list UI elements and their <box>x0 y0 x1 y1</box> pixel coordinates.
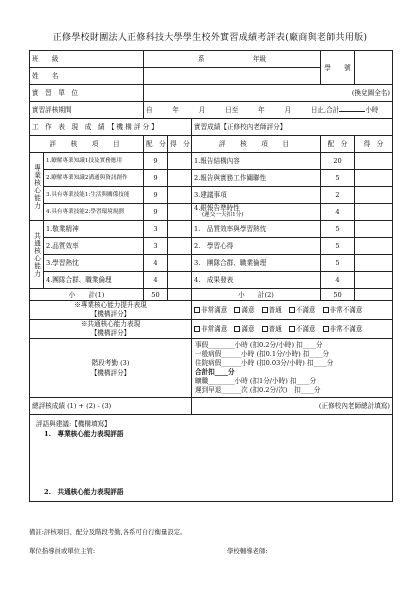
form-title: 正修學校財團法人正修科技大學學生校外實習成績考評表(廠商與老師共用版) <box>52 33 368 43</box>
period-unit: 小時 <box>365 106 379 114</box>
class-row <box>30 51 393 68</box>
col-header-alloc-right: 配 分 <box>321 136 355 153</box>
teacher-item-alloc: 20 <box>321 153 355 170</box>
professional-item-alloc: 9 <box>144 204 168 221</box>
score-row <box>30 204 393 221</box>
satisfaction-option[interactable] <box>323 306 363 314</box>
section-header-row <box>30 119 393 136</box>
subtotal-right-value: 50 <box>321 289 355 301</box>
col-header-score-left: 得 分 <box>168 136 192 153</box>
professional-category-label: 專業核心能力 <box>30 153 44 221</box>
option-label: 非常滿意 <box>201 306 228 314</box>
general-item-alloc: 4 <box>144 255 168 272</box>
subtotal-left-value: 50 <box>144 289 168 301</box>
score-field[interactable] <box>355 255 393 272</box>
col-header-item-right: 評 核 項 目 <box>192 136 321 153</box>
satisfaction-option[interactable] <box>194 325 227 333</box>
subtotal-row <box>30 289 393 301</box>
internship-unit-label: 實 習 單 位 <box>30 85 144 102</box>
professional-item-text: 3.具有專業技能1:生活與關係技能 <box>44 187 144 204</box>
subtotal-left-score[interactable] <box>168 289 192 301</box>
general-satisfaction-row <box>30 320 393 339</box>
dept-year-cell[interactable] <box>144 51 321 68</box>
score-row <box>30 255 393 272</box>
option-label: 滿意 <box>241 306 255 314</box>
subtotal-right-label: 小 計(2) <box>192 289 321 301</box>
attendance-line: 住院病假______小時 (扣0.03分/小時) 扣____分 <box>195 359 334 367</box>
professional-satisfaction-label-cell <box>30 301 192 320</box>
attendance-line: 合計扣____分 <box>195 368 235 376</box>
option-label: 不滿意 <box>295 325 316 333</box>
col-header-item-left: 評 核 項 目 <box>30 136 144 153</box>
option-label: 不滿意 <box>295 306 316 314</box>
student-id-label: 學 號 <box>321 51 355 85</box>
general-item-text: 4.團隊合群、職業倫理 <box>44 272 144 289</box>
checkbox-icon[interactable] <box>194 326 200 332</box>
attendance-label-cell <box>30 339 192 398</box>
general-item-text: 1.敬業精神 <box>44 221 144 238</box>
general-item-text: 2.品質效率 <box>44 238 144 255</box>
checkbox-icon[interactable] <box>194 307 200 313</box>
satisfaction-option[interactable] <box>194 306 227 314</box>
teacher-item-alloc: 4 <box>321 204 355 221</box>
general-item-alloc: 3 <box>144 221 168 238</box>
year-label: 年級 <box>252 55 266 63</box>
attendance-line: 遲到早退______次 (扣0.2分/次) 扣____分 <box>195 386 321 394</box>
score-field[interactable] <box>168 272 192 289</box>
attendance-row <box>30 339 393 398</box>
teacher-item-alloc: 5 <box>321 170 355 187</box>
col-header-alloc-left: 配 分 <box>144 136 168 153</box>
teacher-item-text: 4. 成果發表 <box>192 272 321 289</box>
general-satisfaction-label-cell <box>30 320 192 339</box>
option-label: 非常滿意 <box>201 325 228 333</box>
period-row <box>30 102 393 119</box>
evaluation-form-table <box>29 50 393 502</box>
attendance-line: 曠職________小時 (扣1分/小時) 扣____分 <box>195 377 317 385</box>
professional-item-text: 4.具有專業技能2:學習環境規劃 <box>44 204 144 221</box>
option-label: 普通 <box>268 306 282 314</box>
attendance-sub: 【機構評分】 <box>90 369 131 377</box>
subtotal-right-score[interactable] <box>355 289 393 301</box>
checkbox-icon[interactable] <box>289 326 295 332</box>
teacher-item-text: 1. 品質效率與學習熱忱 <box>192 221 321 238</box>
section-header-employer: 工 作 表 現 成 績 【 機 構 評 分 】 <box>30 119 192 136</box>
comments-row <box>30 415 393 502</box>
teacher-item-text: 3. 團隊合群、職業倫理 <box>192 255 321 272</box>
satisfaction-option[interactable] <box>289 325 316 333</box>
professional-item-text: 2.瞭解專業知識2溝通與資訊創作 <box>44 170 144 187</box>
column-header-row <box>30 136 393 153</box>
teacher-item-text: 1.報告結構內容 <box>192 153 321 170</box>
professional-satisfaction-sub: 【機構評分】 <box>90 310 131 318</box>
dept-label: 系 <box>198 55 205 63</box>
student-id-field[interactable] <box>355 51 393 85</box>
attendance-line: 事假________小時 (扣0.2分/小時) 扣____分 <box>195 341 323 349</box>
score-row <box>30 187 393 204</box>
professional-item-alloc: 9 <box>144 170 168 187</box>
score-field[interactable] <box>355 204 393 221</box>
teacher-item-alloc: 5 <box>321 255 355 272</box>
score-row <box>30 221 393 238</box>
teacher-item-text: 4.銀報告準時性 <box>194 204 240 212</box>
internship-unit-note: (換兌圖全名) <box>351 89 391 97</box>
satisfaction-option[interactable] <box>262 325 282 333</box>
general-category-label: 共通核心能力 <box>30 221 44 289</box>
total-note: (正修校內老師總計填寫) <box>318 402 391 410</box>
comments-label: 評語與建議:【機構填寫】 <box>36 420 111 428</box>
checkbox-icon[interactable] <box>234 307 240 313</box>
score-field[interactable] <box>168 170 192 187</box>
satisfaction-option[interactable] <box>234 325 254 333</box>
satisfaction-option[interactable] <box>234 306 254 314</box>
checkbox-icon[interactable] <box>262 307 268 313</box>
professional-satisfaction-row <box>30 301 393 320</box>
score-field[interactable] <box>168 221 192 238</box>
teacher-item-text: 3.建議事項 <box>192 187 321 204</box>
signer-right-label: 學校輔導老師: <box>227 547 268 555</box>
attendance-line: 一般病假______小時 (扣0.1分/小時) 扣____分 <box>195 350 330 358</box>
general-satisfaction-options <box>192 320 393 339</box>
attendance-lines[interactable] <box>192 339 393 398</box>
teacher-item-alloc: 2 <box>321 187 355 204</box>
period-text: 自 年 月 日至 年 月 日止,合計 <box>146 106 340 114</box>
signer-left-label: 單位指導員或單位主管: <box>29 547 96 555</box>
name-label: 姓 名 <box>30 68 144 85</box>
score-field[interactable] <box>355 272 393 289</box>
general-item-text: 3.學習熱忱 <box>44 255 144 272</box>
total-field[interactable] <box>192 398 393 415</box>
period-label: 實習評核期間 <box>30 102 144 119</box>
total-row <box>30 398 393 415</box>
total-label: 總評核成績 (1) + (2) - (3) <box>30 398 192 415</box>
option-label: 非常不滿意 <box>329 306 363 314</box>
teacher-item-alloc: 4 <box>321 272 355 289</box>
name-field[interactable] <box>144 68 321 85</box>
option-label: 非常不滿意 <box>329 325 363 333</box>
score-row <box>30 170 393 187</box>
internship-unit-row <box>30 85 393 102</box>
checkbox-icon[interactable] <box>234 326 240 332</box>
checkbox-icon[interactable] <box>323 307 329 313</box>
option-label: 普通 <box>268 325 282 333</box>
checkbox-icon[interactable] <box>262 326 268 332</box>
comments-item-professional: 1. 專業核心能力表現評語 <box>44 430 124 438</box>
general-item-alloc: 4 <box>144 272 168 289</box>
general-satisfaction-sub: 【機構評分】 <box>90 329 131 337</box>
score-field[interactable] <box>168 187 192 204</box>
option-label: 滿意 <box>241 325 255 333</box>
score-field[interactable] <box>355 170 393 187</box>
teacher-item-subtext: (遲交一天扣1分) <box>202 212 244 218</box>
score-field[interactable] <box>168 153 192 170</box>
general-satisfaction-label: ※共通核心能力表現 <box>80 320 141 328</box>
score-row <box>30 272 393 289</box>
satisfaction-option[interactable] <box>323 325 363 333</box>
general-item-alloc: 3 <box>144 238 168 255</box>
score-field[interactable] <box>168 238 192 255</box>
comments-item-general: 2. 共通核心能力表現評語 <box>44 488 124 496</box>
teacher-item-text-multiline <box>192 204 321 221</box>
footer-note: 備註:評核項目、配分及階段考勤,各系可自行衡量設定。 <box>29 528 187 536</box>
class-label: 班 級 <box>30 51 144 68</box>
score-field[interactable] <box>355 221 393 238</box>
score-row <box>30 153 393 170</box>
professional-item-alloc: 9 <box>144 153 168 170</box>
col-header-score-right: 得 分 <box>355 136 393 153</box>
professional-satisfaction-options <box>192 301 393 320</box>
professional-satisfaction-label: ※專業核心能力提升表現 <box>74 301 147 309</box>
section-header-teacher: 實習成績【正修校內老師評分】 <box>192 119 393 136</box>
comments-field[interactable] <box>30 415 393 502</box>
score-field[interactable] <box>168 255 192 272</box>
score-field[interactable] <box>168 204 192 221</box>
professional-item-alloc: 9 <box>144 187 168 204</box>
subtotal-left-label: 小 計(1) <box>30 289 144 301</box>
checkbox-icon[interactable] <box>323 326 329 332</box>
score-field[interactable] <box>355 238 393 255</box>
satisfaction-option[interactable] <box>289 306 316 314</box>
teacher-item-text: 2. 學習心得 <box>192 238 321 255</box>
teacher-item-alloc: 5 <box>321 238 355 255</box>
checkbox-icon[interactable] <box>289 307 295 313</box>
teacher-item-text: 2.報告與實務工作關聯性 <box>192 170 321 187</box>
satisfaction-option[interactable] <box>262 306 282 314</box>
score-field[interactable] <box>355 153 393 170</box>
attendance-label: 階段考勤 (3) <box>91 359 130 367</box>
internship-unit-field[interactable] <box>144 85 393 102</box>
teacher-item-alloc: 5 <box>321 221 355 238</box>
professional-item-text: 1.瞭解專業知識1技及實務應用 <box>44 153 144 170</box>
period-field[interactable] <box>144 102 393 119</box>
score-row <box>30 238 393 255</box>
score-field[interactable] <box>355 187 393 204</box>
